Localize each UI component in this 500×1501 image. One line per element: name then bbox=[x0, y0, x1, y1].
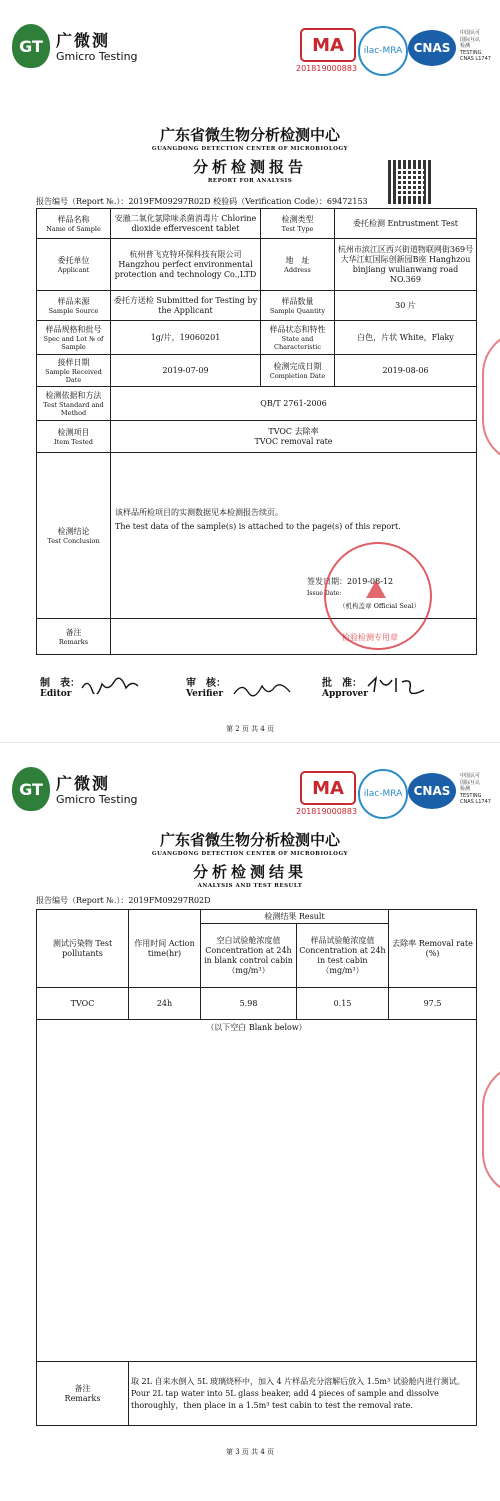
value-received-date: 2019-07-09 bbox=[111, 355, 261, 387]
cell-action-time: 24h bbox=[129, 988, 201, 1020]
org-title-en: GUANGDONG DETECTION CENTER OF MICROBIOLOGY bbox=[151, 146, 349, 152]
page-footer: 第 2 页 共 4 页 bbox=[225, 725, 275, 733]
doc-title-en: REPORT FOR ANALYSIS bbox=[207, 178, 293, 184]
cell-blank-concentration: 5.98 bbox=[201, 988, 297, 1020]
value-completion-date: 2019-08-06 bbox=[335, 355, 477, 387]
editor-label: 制 表： Editor bbox=[40, 678, 80, 699]
value-address: 杭州市滨江区西兴街道物联网街369号大华江虹国际创新园B座 Hanghzou binjiang wulianwang road NO.369 bbox=[335, 239, 477, 291]
side-seal-icon bbox=[482, 1063, 500, 1197]
header-result: 检测结果 Result bbox=[201, 910, 389, 924]
gt-logo-icon: GT bbox=[12, 767, 50, 811]
ma-logo-icon: MA bbox=[300, 28, 356, 62]
accreditation-text: 中国认可 国际互认 检测 TESTING CNAS L1747 bbox=[460, 773, 491, 805]
blank-area: （以下空白 Blank below） bbox=[37, 1020, 477, 1362]
org-title-cn: 广东省微生物分析检测中心 bbox=[159, 126, 340, 144]
brand-name-en: Gmicro Testing bbox=[56, 793, 138, 806]
value-spec-lot: 1g/片，19060201 bbox=[111, 321, 261, 355]
page-header bbox=[0, 0, 500, 90]
value-item-tested: TVOC 去除率 TVOC removal rate bbox=[111, 421, 477, 453]
brand-name-cn: 广微测 bbox=[56, 774, 111, 793]
value-sample-name: 安澈二氧化氯除味杀菌消毒片 Chlorine dioxide effervescent tablet bbox=[111, 209, 261, 239]
results-table bbox=[36, 909, 477, 1426]
page-header bbox=[0, 743, 500, 833]
brand-name-cn: 广微测 bbox=[56, 31, 111, 50]
brand-name-en: Gmicro Testing bbox=[56, 50, 138, 63]
doc-title-en: ANALYSIS AND TEST RESULT bbox=[197, 883, 303, 889]
report-page-3 bbox=[0, 742, 500, 1501]
value-sample-quantity: 30 片 bbox=[335, 291, 477, 321]
org-title-en: GUANGDONG DETECTION CENTER OF MICROBIOLOGY bbox=[151, 851, 349, 857]
label-remarks: 备注 Remarks bbox=[37, 1362, 129, 1426]
header-blank-concentration: 空白试验舱浓度值 Concentration at 24h in blank control cabin （mg/m³） bbox=[201, 924, 297, 988]
label-standard: 检测依据和方法 Test Standard and Method bbox=[37, 387, 111, 421]
editor-signature-icon bbox=[80, 676, 140, 694]
side-seal-icon bbox=[482, 330, 500, 464]
label-conclusion: 检测结论 Test Conclusion bbox=[37, 453, 111, 619]
gt-logo-icon: GT bbox=[12, 24, 50, 68]
value-test-type: 委托检测 Entrustment Test bbox=[335, 209, 477, 239]
label-completion-date: 检测完成日期 Completion Date bbox=[261, 355, 335, 387]
value-applicant: 杭州普飞克特环保科技有限公司 Hangzhou perfect environmental protection and technology Co.,LTD bbox=[111, 239, 261, 291]
signature-row bbox=[36, 674, 476, 704]
org-title-cn: 广东省微生物分析检测中心 bbox=[159, 831, 340, 849]
verifier-label: 审 核： Verifier bbox=[186, 678, 226, 699]
ma-number: 201819000883 bbox=[296, 64, 358, 73]
label-received-date: 接样日期 Sample Received Date bbox=[37, 355, 111, 387]
qr-code-icon bbox=[388, 160, 432, 204]
report-page-2 bbox=[0, 0, 500, 742]
label-state: 样品状态和特性 State and Characteristic bbox=[261, 321, 335, 355]
label-address: 地 址 Address bbox=[261, 239, 335, 291]
value-sample-source: 委托方送检 Submitted for Testing by the Applicant bbox=[111, 291, 261, 321]
header-removal-rate: 去除率 Removal rate (%) bbox=[389, 910, 477, 988]
label-sample-source: 样品来源 Sample Source bbox=[37, 291, 111, 321]
approver-signature-icon bbox=[366, 676, 426, 694]
official-seal-label: （机构盖章 Official Seal） bbox=[339, 602, 421, 610]
issue-date-en: Issue Date: bbox=[307, 590, 342, 597]
accreditation-text: 中国认可 国际互认 检测 TESTING CNAS L1747 bbox=[460, 30, 491, 62]
doc-title-cn: 分析检测结果 bbox=[192, 863, 307, 881]
report-number-line: 报告编号（Report №.）：2019FM09297R02D bbox=[36, 896, 211, 905]
cell-pollutant: TVOC bbox=[37, 988, 129, 1020]
ma-logo-icon: MA bbox=[300, 771, 356, 805]
seal-star-icon bbox=[366, 580, 386, 598]
cnas-logo-icon: CNAS bbox=[408, 30, 456, 66]
page-footer: 第 3 页 共 4 页 bbox=[225, 1448, 275, 1456]
label-test-type: 检测类型 Test Type bbox=[261, 209, 335, 239]
cnas-logo-icon: CNAS bbox=[408, 773, 456, 809]
value-remarks: 取 2L 自来水倒入 5L 玻璃烧杯中，加入 4 片样品充分溶解后放入 1.5m³ 试验舱内进行测试。 Pour 2L tap water into 5L glass beaker, add 4 pieces of sample and dissolve thoroughly，then place in a 1.5m³ test cabin to test the removal rate. bbox=[129, 1362, 477, 1426]
approver-label: 批 准： Approver bbox=[322, 678, 369, 699]
report-number-line: 报告编号（Report №.）：2019FM09297R02D 校验码（Verification Code）：69472153 bbox=[36, 197, 368, 206]
label-applicant: 委托单位 Applicant bbox=[37, 239, 111, 291]
ilac-mra-logo-icon: ilac-MRA bbox=[358, 26, 408, 76]
cell-sample-concentration: 0.15 bbox=[297, 988, 389, 1020]
seal-text: 检验检测专用章 bbox=[342, 633, 398, 642]
label-item-tested: 检测项目 Item Tested bbox=[37, 421, 111, 453]
table-row bbox=[37, 988, 477, 1020]
cell-removal-rate: 97.5 bbox=[389, 988, 477, 1020]
label-sample-quantity: 样品数量 Sample Quantity bbox=[261, 291, 335, 321]
header-pollutant: 测试污染物 Test pollutants bbox=[37, 910, 129, 988]
label-sample-name: 样品名称 Name of Sample bbox=[37, 209, 111, 239]
verifier-signature-icon bbox=[232, 680, 292, 698]
value-conclusion: 该样品所检项目的实测数据见本检测报告续页。 The test data of the sample(s) is attached to the page(s) of this report. 签发日期：2019-08-12 Issue Date: （机构盖章 Official Seal） bbox=[111, 453, 477, 619]
value-state: 白色，片状 White，Flaky bbox=[335, 321, 477, 355]
ma-number: 201819000883 bbox=[296, 807, 358, 816]
label-spec-lot: 样品规格和批号 Spec and Lot № of Sample bbox=[37, 321, 111, 355]
ilac-mra-logo-icon: ilac-MRA bbox=[358, 769, 408, 819]
issue-date: 签发日期：2019-08-12 bbox=[307, 577, 394, 586]
header-sample-concentration: 样品试验舱浓度值 Concentration at 24h in test cabin （mg/m³） bbox=[297, 924, 389, 988]
header-action-time: 作用时间 Action time(hr) bbox=[129, 910, 201, 988]
label-remarks: 备注 Remarks bbox=[37, 619, 111, 655]
value-standard: QB/T 2761-2006 bbox=[111, 387, 477, 421]
doc-title-cn: 分析检测报告 bbox=[192, 158, 307, 176]
